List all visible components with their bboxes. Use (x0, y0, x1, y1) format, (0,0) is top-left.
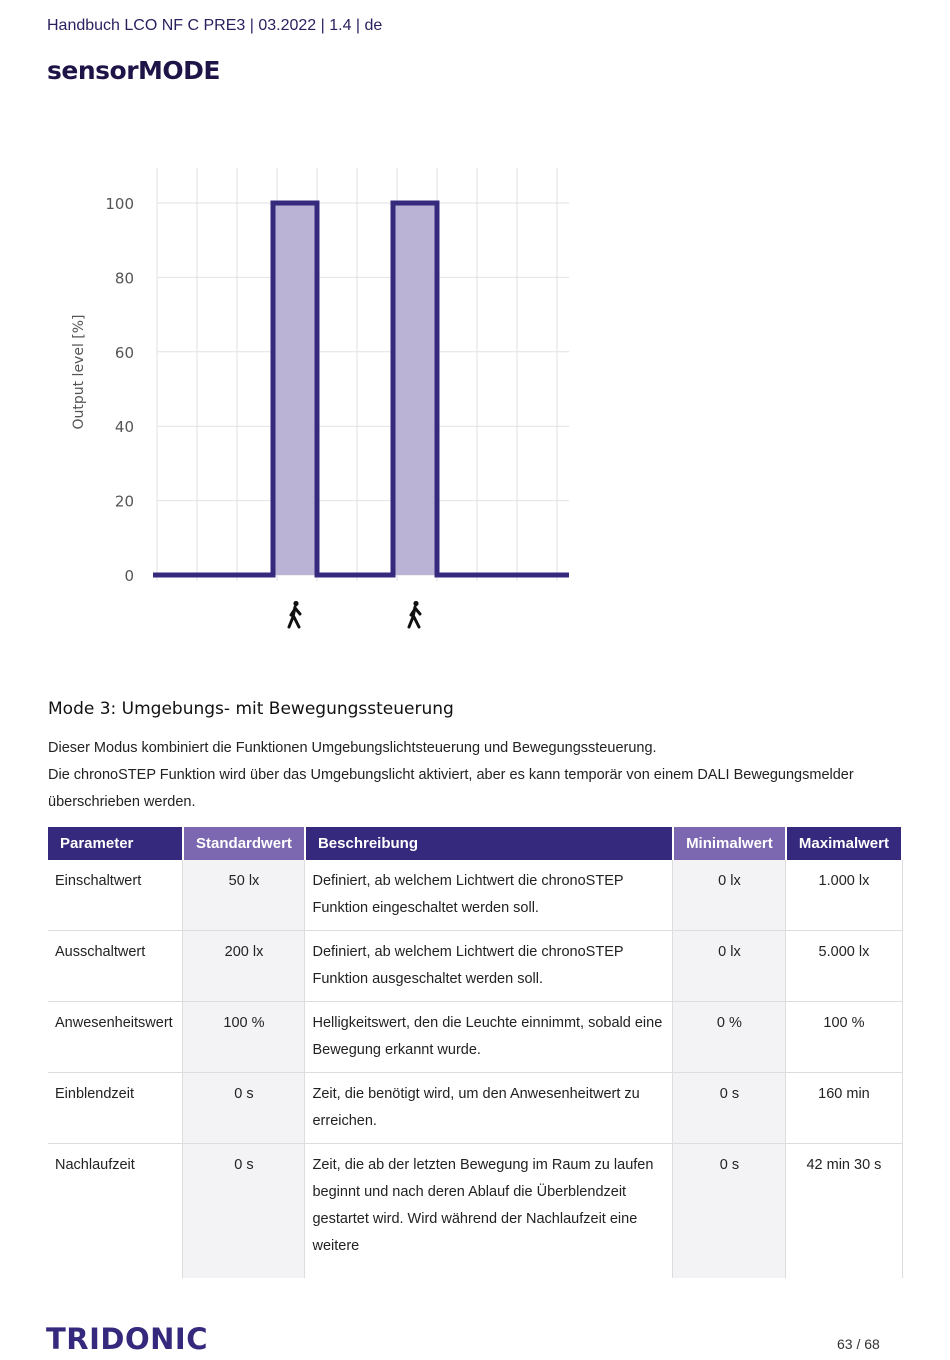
column-header-beschreibung: Beschreibung (305, 827, 673, 860)
output-fill-area (153, 203, 569, 575)
cell-minimalwert: 0 s (673, 1073, 786, 1144)
y-tick-label: 80 (114, 269, 134, 288)
section-heading: Mode 3: Umgebungs- mit Bewegungssteuerung (48, 699, 454, 719)
cell-minimalwert: 0 s (673, 1144, 786, 1279)
column-header-standardwert: Standardwert (183, 827, 305, 860)
parameter-table (48, 827, 903, 1278)
page-title: sensorMODE (47, 56, 220, 85)
cell-maximalwert: 100 % (786, 1002, 902, 1073)
cell-standardwert: 50 lx (183, 860, 305, 931)
cell-beschreibung: Zeit, die ab der letzten Bewegung im Raum zu laufen beginnt und nach deren Ablauf die Überblendzeit gestartet wird. Wird während der Nachlaufzeit eine weitere (305, 1144, 673, 1279)
table-row (48, 931, 902, 1002)
cell-beschreibung: Definiert, ab welchem Lichtwert die chronoSTEP Funktion ausgeschaltet werden soll. (305, 931, 673, 1002)
output-level-chart (0, 150, 600, 650)
paragraph: Die chronoSTEP Funktion wird über das Umgebungslicht aktiviert, aber es kann temporär von einem DALI Bewegungsmelder überschrieben werden. (48, 767, 854, 810)
cell-parameter: Ausschaltwert (48, 931, 183, 1002)
walking-person-icon (409, 601, 420, 627)
page-number: 63 / 68 (837, 1336, 880, 1352)
y-tick-label: 0 (124, 567, 134, 585)
cell-maximalwert: 5.000 lx (786, 931, 902, 1002)
tridonic-logo: TRIDONIC (46, 1322, 208, 1356)
y-axis-label: Output level [%] (71, 314, 87, 430)
cell-maximalwert: 160 min (786, 1073, 902, 1144)
table-row (48, 1144, 902, 1279)
y-tick-label: 20 (114, 492, 134, 511)
cell-standardwert: 200 lx (183, 931, 305, 1002)
column-header-maximalwert: Maximalwert (786, 827, 902, 860)
cell-minimalwert: 0 lx (673, 931, 786, 1002)
table-row (48, 860, 902, 931)
paragraph: Dieser Modus kombiniert die Funktionen Umgebungslichtsteuerung und Bewegungssteuerung. (48, 740, 657, 756)
table-row (48, 1002, 902, 1073)
table-row (48, 1073, 902, 1144)
cell-parameter: Einschaltwert (48, 860, 183, 931)
cell-minimalwert: 0 % (673, 1002, 786, 1073)
cell-minimalwert: 0 lx (673, 860, 786, 931)
column-header-minimalwert: Minimalwert (673, 827, 786, 860)
document-header: Handbuch LCO NF C PRE3 | 03.2022 | 1.4 | de (47, 17, 383, 34)
walking-person-icon (289, 601, 300, 627)
y-tick-label: 40 (114, 418, 134, 437)
cell-parameter: Einblendzeit (48, 1073, 183, 1144)
cell-parameter: Nachlaufzeit (48, 1144, 183, 1279)
cell-standardwert: 100 % (183, 1002, 305, 1073)
cell-beschreibung: Zeit, die benötigt wird, um den Anwesenheitwert zu erreichen. (305, 1073, 673, 1144)
cell-parameter: Anwesenheitswert (48, 1002, 183, 1073)
cell-standardwert: 0 s (183, 1144, 305, 1279)
cell-standardwert: 0 s (183, 1073, 305, 1144)
cell-maximalwert: 1.000 lx (786, 860, 902, 931)
section-description (48, 735, 908, 816)
cell-beschreibung: Helligkeitswert, den die Leuchte einnimmt, sobald eine Bewegung erkannt wurde. (305, 1002, 673, 1073)
cell-beschreibung: Definiert, ab welchem Lichtwert die chronoSTEP Funktion eingeschaltet werden soll. (305, 860, 673, 931)
y-tick-label: 60 (114, 343, 134, 362)
column-header-parameter: Parameter (48, 827, 183, 860)
cell-maximalwert: 42 min 30 s (786, 1144, 902, 1279)
output-level-line (153, 203, 569, 575)
y-tick-label: 100 (105, 195, 134, 213)
